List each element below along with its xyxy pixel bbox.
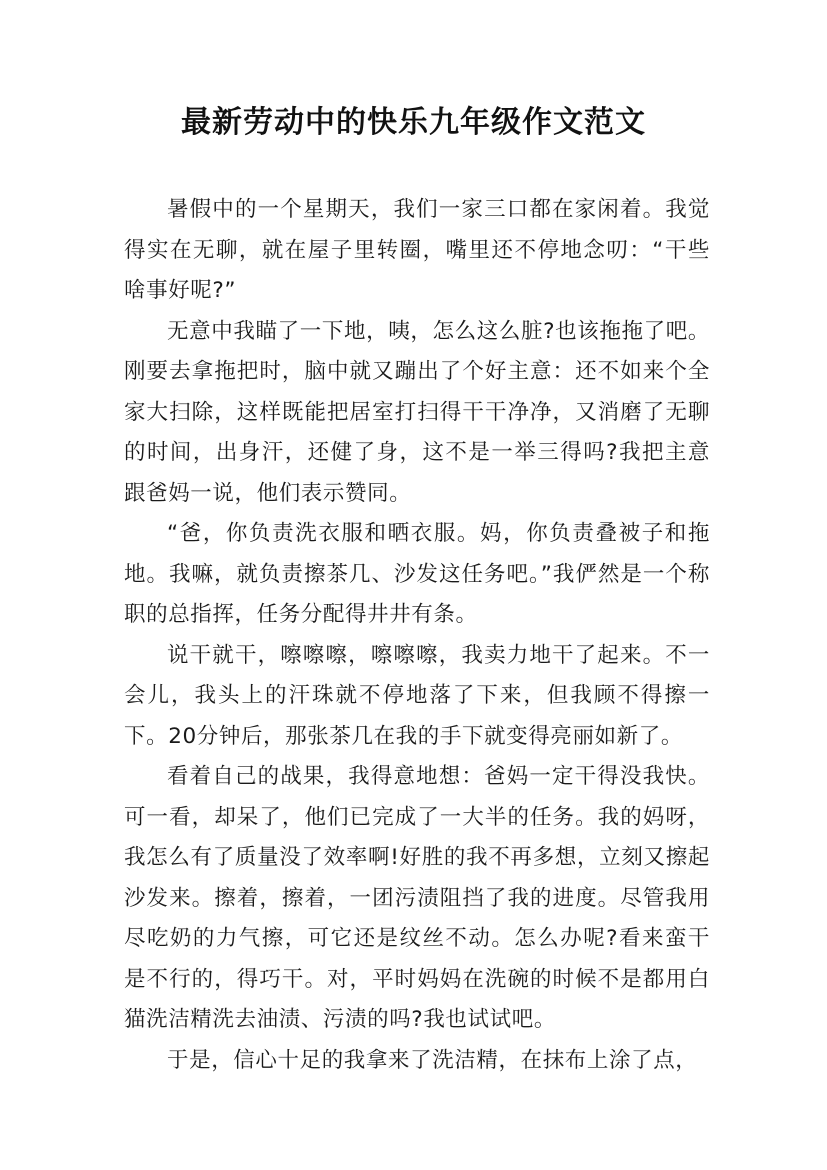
paragraph: 说干就干，嚓嚓嚓，嚓嚓嚓，我卖力地干了起来。不一会儿，我头上的汗珠就不停地落了下来，但我顾不得擦一下。20分钟后，那张茶几在我的手下就变得亮丽如新了。: [124, 642, 710, 749]
document-body: [124, 190, 710, 1081]
paragraph: 暑假中的一个星期天，我们一家三口都在家闲着。我觉得实在无聊，就在屋子里转圈，嘴里还不停地念叨：“干些啥事好呢?”: [124, 197, 710, 303]
paragraph: “爸，你负责洗衣服和晒衣服。妈，你负责叠被子和拖地。我嘛，就负责擦茶几、沙发这任务吧。”我俨然是一个称职的总指挥，任务分配得井井有条。: [124, 521, 710, 627]
document-title: 最新劳动中的快乐九年级作文范文: [181, 105, 646, 140]
paragraph: 于是，信心十足的我拿来了洗洁精，在抹布上涂了点，: [167, 1047, 698, 1073]
paragraph: 看着自己的战果，我得意地想：爸妈一定干得没我快。可一看，却呆了，他们已完成了一大半的任务。我的妈呀，我怎么有了质量没了效率啊!好胜的我不再多想，立刻又擦起沙发来。擦着，擦着，一团污渍阻挡了我的进度。尽管我用尽吃奶的力气擦，可它还是纹丝不动。怎么办呢?看来蛮干是不行的，得巧干。对，平时妈妈在洗碗的时候不是都用白猫洗洁精洗去油渍、污渍的吗?我也试试吧。: [124, 764, 710, 1032]
paragraph: 无意中我瞄了一下地，咦，怎么这么脏?也该拖拖了吧。刚要去拿拖把时，脑中就又蹦出了个好主意：还不如来个全家大扫除，这样既能把居室打扫得干干净净，又消磨了无聊的时间，出身汗，还健了身，这不是一举三得吗?我把主意跟爸妈一说，他们表示赞同。: [124, 318, 710, 506]
